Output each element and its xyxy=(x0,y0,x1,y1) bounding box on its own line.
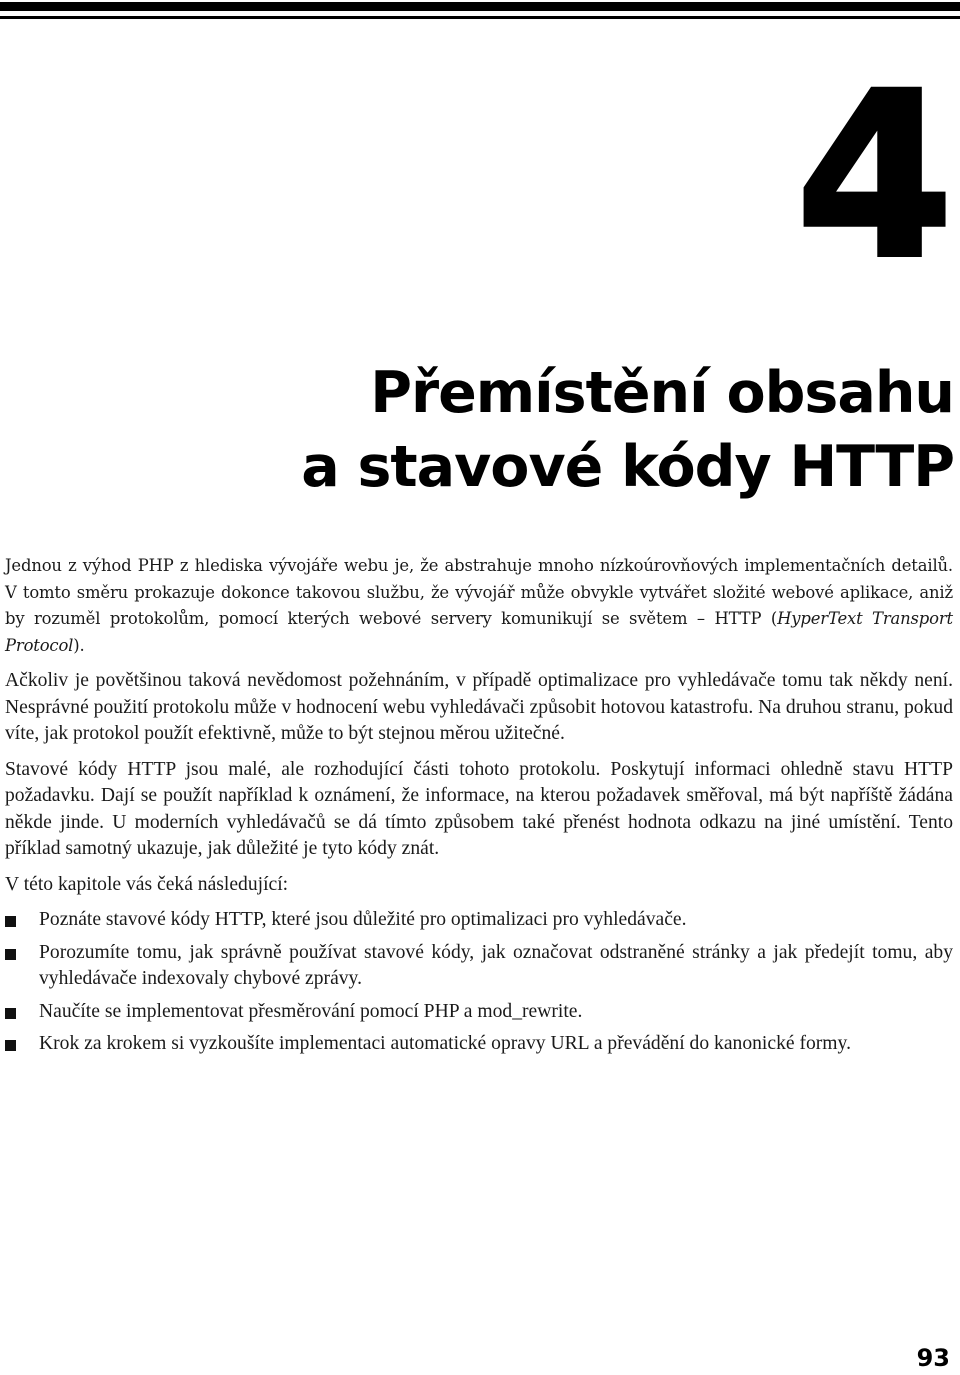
list-item-text: Naučíte se implementovat přesměrování pomocí PHP a mod_rewrite. xyxy=(39,1000,583,1022)
chapter-title-line-1: Přemístění obsahu xyxy=(370,360,954,427)
top-thick-rule xyxy=(0,2,960,11)
list-item-text: Poznáte stavové kódy HTTP, které jsou důležité pro optimalizaci pro vyhledávače. xyxy=(39,909,687,930)
page-number: 93 xyxy=(916,1344,950,1372)
top-thin-rule xyxy=(0,16,960,19)
chapter-intro-line: V této kapitole vás čeká následující: xyxy=(5,873,289,895)
paragraph-1-italic: HyperText Transport Protocol xyxy=(5,609,953,655)
paragraph-1-end: ). xyxy=(73,635,85,655)
chapter-title xyxy=(14,356,954,504)
list-item xyxy=(5,1031,953,1058)
paragraph-3: Stavové kódy HTTP jsou malé, ale rozhodující části tohoto protokolu. Poskytují informaci ohledně stavu HTTP požadavku. Dají se použít například k oznámení, že informace, na kterou požadavek směřoval, má být napříště žádána někde jinde. U moderních vyhledávačů se dá tímto způsobem také přenést hodnota odkazu na jiné umístění. Tento příklad samotný ukazuje, jak důležité je tyto kódy znát. xyxy=(5,758,953,859)
chapter-title-line-2: a stavové kódy HTTP xyxy=(301,434,954,501)
square-bullet-icon xyxy=(5,916,16,927)
square-bullet-icon xyxy=(5,949,16,960)
list-item-text: Krok za krokem si vyzkoušíte implementaci automatické opravy URL a převádění do kanonické formy. xyxy=(39,1033,851,1054)
list-item xyxy=(5,907,953,934)
square-bullet-icon xyxy=(5,1008,16,1019)
paragraph-1 xyxy=(5,553,953,659)
list-item-text: Porozumíte tomu, jak správně používat stavové kódy, jak označovat odstraněné stránky a jak předejít tomu, aby vyhledávače indexovaly chybové zprávy. xyxy=(39,941,953,989)
chapter-body xyxy=(5,553,953,1064)
paragraph-2: Ačkoliv je povětšinou taková nevědomost požehnáním, v případě optimalizace pro vyhledávače tomu tak někdy není. Nesprávné použití protokolu může v hodnocení webu vyhledávači způsobit hotovou katastrofu. Na druhou stranu, pokud víte, jak protokol použít efektivně, může to být stejnou měrou užitečné. xyxy=(5,670,953,744)
chapter-goals-list xyxy=(5,907,953,1058)
chapter-number: 4 xyxy=(795,43,948,309)
paragraph-1-start: Jednou z výhod PHP z hlediska vývojáře webu je, že abstrahuje mnoho nízkoúrovňových implementačních detailů. V tomto směru prokazuje dokonce takovou službu, že vývojář může obvykle vytvářet složité webové aplikace, aniž by rozuměl protokolům, pomocí kterých webové servery komunikují se světem – HTTP ( xyxy=(5,556,953,628)
list-item xyxy=(5,940,953,993)
list-item xyxy=(5,999,953,1026)
square-bullet-icon xyxy=(5,1040,16,1051)
